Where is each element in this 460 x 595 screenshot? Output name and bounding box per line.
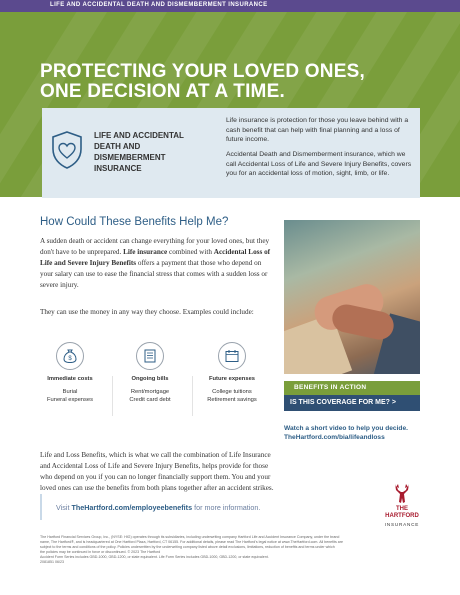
hands-photo bbox=[284, 220, 420, 374]
info-heading: LIFE AND ACCIDENTAL DEATH AND DISMEMBERMENT INSURANCE bbox=[94, 131, 184, 173]
benefit-example: Credit card debt bbox=[129, 397, 171, 403]
legal-footer bbox=[40, 535, 424, 565]
money-bag-icon bbox=[56, 342, 84, 370]
hero-title-line2: ONE DECISION AT A TIME. bbox=[40, 81, 285, 102]
benefit-example: Burial bbox=[62, 389, 78, 395]
life-insurance-description: Life insurance is protection for those you leave behind with a cash benefit that can help with final planning and a loss of future income. bbox=[226, 117, 409, 143]
add-insurance-description: Accidental Death and Dismemberment insurance, which we call Accidental Loss of Life and Severe Injury Benefits, covers you for an accidental loss of motion, sight, limb, or life. bbox=[226, 151, 412, 177]
intro-text: A sudden death or accident can change everything for your loved ones, but they don't have to be unprepared. bbox=[40, 237, 270, 256]
visit-text bbox=[56, 503, 260, 512]
intro-paragraph bbox=[40, 236, 276, 291]
benefit-future-expenses bbox=[194, 342, 270, 404]
benefits-in-action-label: BENEFITS IN ACTION bbox=[284, 381, 420, 395]
intro-text: combined with bbox=[167, 248, 214, 256]
video-link[interactable]: TheHartford.com/bia/lifeandloss bbox=[284, 434, 385, 441]
info-box bbox=[42, 108, 420, 198]
benefit-title: Future expenses bbox=[208, 376, 256, 382]
footer-line: name, The Hartford®, and is headquartered at One Hartford Plaza, Hartford, CT 06155. For additional details, please read The Hartford's legal notice at www.TheHartford.com. All benefits are bbox=[40, 540, 343, 544]
closing-paragraph: Life and Loss Benefits, which is what we call the combination of Life Insurance and Accidental Loss of Life and Severe Injury Benefits, helps provide for those who depend on you if you can no longer financially support them. You and your loved ones can use the benefits from both plans together after an accident strikes. bbox=[40, 451, 274, 492]
intro-bold-life: Life insurance bbox=[123, 248, 168, 256]
benefit-examples bbox=[112, 388, 188, 404]
hero-title-line1: PROTECTING YOUR LOVED ONES, bbox=[40, 61, 365, 82]
benefit-example: Rent/mortgage bbox=[130, 389, 170, 395]
calendar-icon bbox=[218, 342, 246, 370]
benefit-example: College tuitions bbox=[212, 389, 252, 395]
top-banner bbox=[0, 0, 460, 12]
benefit-examples bbox=[32, 388, 108, 404]
visit-callout bbox=[40, 494, 340, 520]
coverage-button-label: IS THIS COVERAGE FOR ME? bbox=[290, 399, 390, 406]
logo-text: THE bbox=[396, 506, 408, 512]
visit-prefix: Visit bbox=[56, 503, 72, 512]
bill-icon bbox=[136, 342, 164, 370]
examples-intro: They can use the money in any way they choose. Examples could include: bbox=[40, 308, 254, 316]
svg-text:$: $ bbox=[68, 356, 72, 362]
benefit-title: Ongoing bills bbox=[131, 376, 169, 382]
benefit-title: Immediate costs bbox=[47, 376, 93, 382]
divider bbox=[192, 376, 193, 416]
benefit-immediate-costs bbox=[32, 342, 108, 404]
chevron-right-icon: > bbox=[391, 399, 396, 406]
shield-heart-icon bbox=[50, 130, 84, 175]
stag-icon bbox=[390, 482, 414, 504]
video-promo-text: Watch a short video to help you decide. bbox=[284, 425, 408, 432]
intro-text: offers a payment that those who depend on your salary can use to ease the financial stress that comes with a sudden loss or severe injury. bbox=[40, 259, 268, 289]
benefit-example: Funeral expenses bbox=[46, 397, 94, 403]
hartford-logo bbox=[376, 482, 428, 527]
benefit-example: Retirement savings bbox=[207, 397, 257, 403]
video-promo bbox=[284, 424, 434, 442]
benefit-examples bbox=[194, 388, 270, 404]
employee-benefits-link[interactable]: TheHartford.com/employeebenefits bbox=[71, 503, 193, 512]
coverage-button[interactable] bbox=[284, 395, 420, 411]
logo-tagline: INSURANCE bbox=[384, 522, 420, 527]
footer-line: 2081851 06/23 bbox=[40, 560, 64, 564]
hero-title bbox=[40, 62, 365, 102]
banner-label: LIFE AND ACCIDENTAL DEATH AND DISMEMBERMENT INSURANCE bbox=[50, 2, 268, 8]
footer-line: Accident Form Series includes GBD-1000, GBD-1200, or state equivalent. Life Form Series includes GBD-1000, GBD-1200, or state equivalent. bbox=[40, 555, 269, 559]
section-title: How Could These Benefits Help Me? bbox=[40, 216, 229, 228]
logo-text: HARTFORD bbox=[385, 512, 419, 519]
intro-bold-benefits: Accidental Loss of Life and Severe Injury Benefits bbox=[40, 248, 271, 267]
logo-wordmark bbox=[376, 506, 428, 519]
footer-line: The Hartford Financial Services Group, Inc., (NYSE: HIG) operates through its subsidiaries, including underwriting company Hartford Life and Accident Insurance Company, under the brand bbox=[40, 535, 340, 539]
footer-line: the policies may be continued in force or discontinued. © 2023 The Hartford bbox=[40, 550, 161, 554]
visit-suffix: for more information. bbox=[192, 503, 261, 512]
footer-line: subject to the terms and conditions of the policy. Policies underwritten by the underwriting company listed above detail exclusions, limitations, reduction of benefits and terms under which bbox=[40, 545, 335, 549]
benefit-ongoing-bills bbox=[112, 342, 188, 404]
